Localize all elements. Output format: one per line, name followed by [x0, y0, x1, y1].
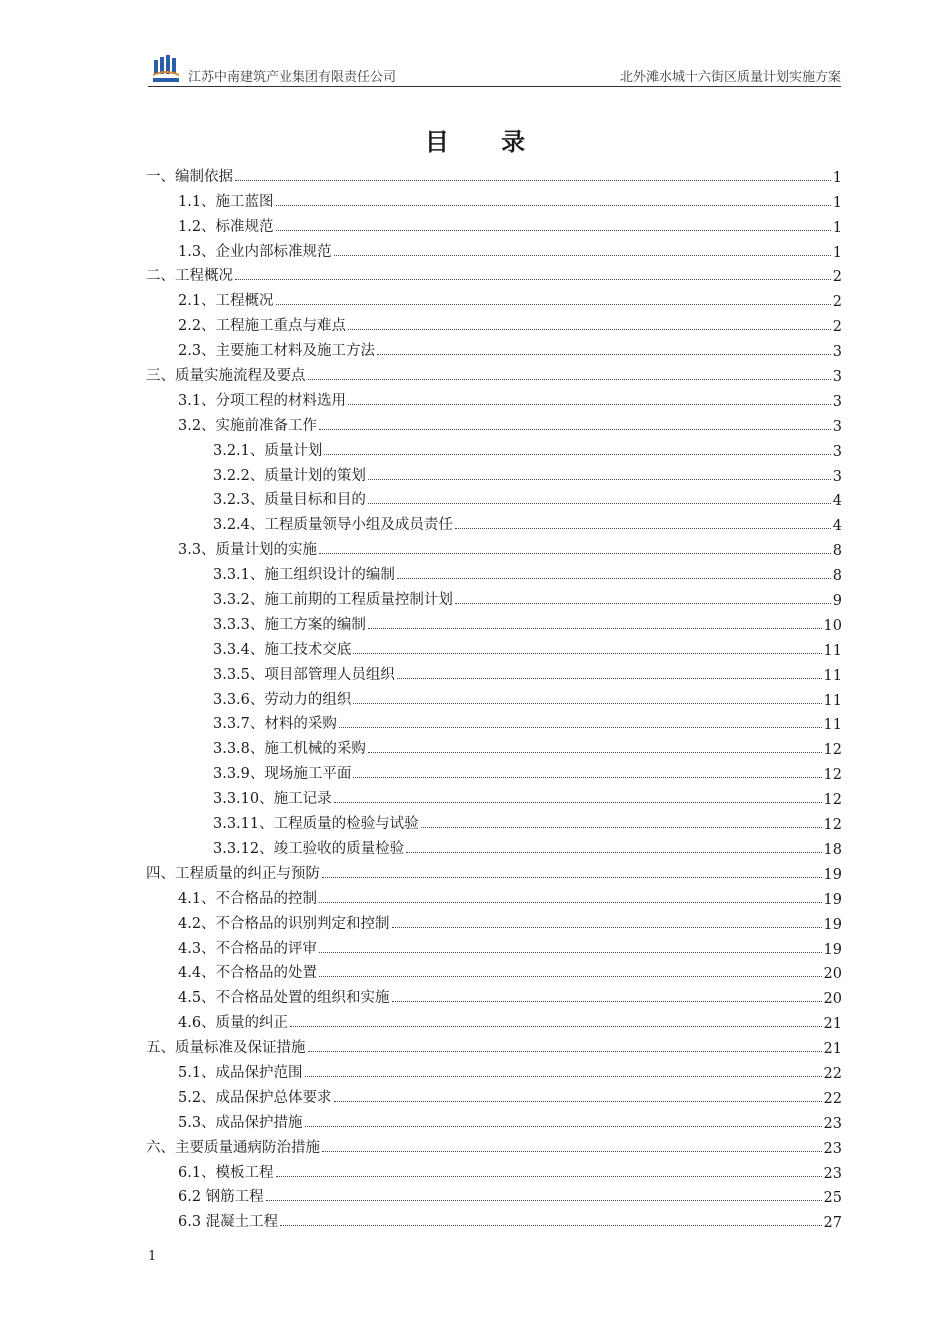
toc-entry-page: 1 [832, 244, 842, 261]
toc-dot-leader [235, 278, 831, 280]
toc-entry-label: 3.3、质量计划的实施 [178, 542, 318, 559]
toc-entry[interactable] [146, 385, 842, 410]
toc-entry[interactable] [146, 1007, 842, 1032]
toc-entry-page: 3 [832, 344, 842, 361]
toc-entry[interactable] [146, 261, 842, 286]
toc-entry[interactable] [146, 684, 842, 709]
toc-entry-page: 3 [832, 468, 842, 485]
toc-entry[interactable] [146, 808, 842, 833]
toc-entry[interactable] [146, 883, 842, 908]
toc-entry[interactable] [146, 1157, 842, 1182]
toc-dot-leader [348, 403, 831, 405]
toc-entry[interactable] [146, 584, 842, 609]
toc-entry-page: 3 [832, 393, 842, 410]
toc-dot-leader [455, 602, 831, 604]
toc-entry[interactable] [146, 335, 842, 360]
toc-entry-label: 3.2.3、质量目标和目的 [213, 492, 366, 509]
page-header [148, 52, 841, 87]
toc-dot-leader [334, 801, 822, 803]
toc-entry-label: 3.2.1、质量计划 [213, 442, 323, 459]
toc-entry-label: 3.3.11、工程质量的检验与试验 [213, 816, 419, 833]
toc-entry-label: 6.1、模板工程 [178, 1164, 274, 1181]
toc-entry-page: 1 [832, 194, 842, 211]
toc-entry-label: 3.2.4、工程质量领导小组及成员责任 [213, 517, 453, 534]
toc-dot-leader [334, 254, 831, 256]
company-logo-icon [152, 54, 180, 84]
toc-dot-leader [276, 229, 831, 231]
toc-entry[interactable] [146, 1132, 842, 1157]
toc-dot-leader [392, 926, 822, 928]
toc-entry-label: 6.3 混凝土工程 [178, 1214, 279, 1231]
toc-entry-label: 4.1、不合格品的控制 [178, 890, 318, 907]
toc-dot-leader [397, 577, 831, 579]
toc-entry-page: 2 [832, 319, 842, 336]
toc-entry[interactable] [146, 360, 842, 385]
toc-entry-label: 3.3.1、施工组织设计的编制 [213, 567, 395, 584]
toc-entry-label: 2.3、主要施工材料及施工方法 [178, 343, 376, 360]
toc-entry[interactable] [146, 709, 842, 734]
toc-entry-label: 3.3.6、劳动力的组织 [213, 691, 352, 708]
toc-entry-page: 25 [823, 1190, 842, 1207]
toc-entry-page: 11 [823, 642, 842, 659]
toc-entry[interactable] [146, 435, 842, 460]
company-name: 江苏中南建筑产业集团有限责任公司 [188, 70, 397, 85]
toc-entry-label: 3.3.9、现场施工平面 [213, 766, 352, 783]
toc-dot-leader [319, 975, 821, 977]
toc-entry-page: 21 [823, 1016, 842, 1033]
toc-entry-label: 六、主要质量通病防治措施 [146, 1139, 320, 1156]
toc-entry-page: 19 [823, 866, 842, 883]
toc-entry-page: 23 [823, 1115, 842, 1132]
toc-entry-label: 6.2 钢筋工程 [178, 1189, 264, 1206]
toc-entry-label: 2.2、工程施工重点与难点 [178, 318, 347, 335]
toc-dot-leader [339, 726, 822, 728]
toc-entry-page: 8 [832, 543, 842, 560]
toc-entry-page: 19 [823, 916, 842, 933]
toc-entry[interactable] [146, 609, 842, 634]
toc-entry-page: 11 [823, 717, 842, 734]
toc-dot-leader [348, 328, 831, 330]
toc-entry[interactable] [146, 933, 842, 958]
toc-entry-label: 1.2、标准规范 [178, 218, 274, 235]
toc-entry-page: 12 [823, 792, 842, 809]
toc-dot-leader [276, 204, 831, 206]
toc-entry-page: 22 [823, 1090, 842, 1107]
toc-entry-page: 1 [832, 169, 842, 186]
footer-page-number: 1 [148, 1249, 157, 1264]
toc-entry-label: 3.3.10、施工记录 [213, 791, 332, 808]
toc-dot-leader [368, 627, 822, 629]
toc-dot-leader [368, 751, 822, 753]
toc-entry-label: 5.1、成品保护范围 [178, 1064, 303, 1081]
toc-dot-leader [266, 1199, 822, 1201]
toc-entry[interactable] [146, 1057, 842, 1082]
toc-entry-label: 3.3.4、施工技术交底 [213, 641, 352, 658]
toc-dot-leader [305, 1075, 822, 1077]
toc-entry-page: 11 [823, 692, 842, 709]
toc-entry[interactable] [146, 758, 842, 783]
toc-entry[interactable] [146, 509, 842, 534]
toc-entry-label: 4.5、不合格品处置的组织和实施 [178, 990, 390, 1007]
toc-entry-label: 三、质量实施流程及要点 [146, 368, 306, 385]
toc-entry[interactable] [146, 534, 842, 559]
toc-entry-page: 21 [823, 1041, 842, 1058]
toc-entry-page: 20 [823, 991, 842, 1008]
toc-dot-leader [377, 353, 831, 355]
toc-entry-page: 23 [823, 1140, 842, 1157]
toc-dot-leader [319, 428, 831, 430]
page-title: 目 录 [424, 127, 548, 156]
toc-entry-label: 2.1、工程概况 [178, 293, 274, 310]
toc-dot-leader [319, 901, 821, 903]
toc-entry-label: 一、编制依据 [146, 168, 233, 185]
toc-dot-leader [319, 552, 831, 554]
toc-dot-leader [455, 527, 831, 529]
toc-entry[interactable] [146, 783, 842, 808]
toc-dot-leader [368, 478, 831, 480]
toc-entry-label: 5.2、成品保护总体要求 [178, 1089, 332, 1106]
toc-entry[interactable] [146, 1032, 842, 1057]
toc-entry-label: 4.3、不合格品的评审 [178, 940, 318, 957]
toc-entry-page: 18 [823, 841, 842, 858]
toc-entry[interactable] [146, 285, 842, 310]
toc-dot-leader [334, 1100, 822, 1102]
toc-entry-label: 3.3.5、项目部管理人员组织 [213, 666, 395, 683]
toc-dot-leader [308, 1050, 822, 1052]
toc-entry-label: 四、工程质量的纠正与预防 [146, 865, 320, 882]
toc-entry-page: 20 [823, 966, 842, 983]
toc-entry-label: 3.2.2、质量计划的策划 [213, 467, 366, 484]
toc-entry-page: 3 [832, 443, 842, 460]
toc-entry[interactable] [146, 211, 842, 236]
toc-entry-page: 4 [832, 493, 842, 510]
toc-dot-leader [406, 851, 821, 853]
toc-entry-label: 4.2、不合格品的识别判定和控制 [178, 915, 390, 932]
toc-entry-label: 3.1、分项工程的材料选用 [178, 392, 347, 409]
toc-entry-label: 4.6、质量的纠正 [178, 1015, 289, 1032]
toc-entry[interactable] [146, 1182, 842, 1207]
toc-dot-leader [319, 951, 821, 953]
toc-entry[interactable] [146, 186, 842, 211]
toc-entry-page: 9 [832, 593, 842, 610]
toc-dot-leader [290, 1025, 821, 1027]
toc-entry[interactable] [146, 858, 842, 883]
toc-entry-page: 2 [832, 294, 842, 311]
toc-entry-page: 27 [823, 1215, 842, 1232]
toc-dot-leader [235, 179, 831, 181]
toc-entry-label: 3.2、实施前准备工作 [178, 417, 318, 434]
toc-entry[interactable] [146, 958, 842, 983]
toc-entry-label: 3.3.12、竣工验收的质量检验 [213, 840, 405, 857]
toc-dot-leader [397, 677, 822, 679]
toc-entry[interactable] [146, 908, 842, 933]
toc-entry[interactable] [146, 659, 842, 684]
toc-entry[interactable] [146, 310, 842, 335]
toc-entry-page: 22 [823, 1065, 842, 1082]
toc-entry-page: 12 [823, 817, 842, 834]
toc-entry-label: 3.3.7、材料的采购 [213, 716, 337, 733]
toc-dot-leader [276, 303, 831, 305]
toc-entry-label: 五、质量标准及保证措施 [146, 1040, 306, 1057]
toc-entry[interactable] [146, 460, 842, 485]
toc-entry-label: 3.3.2、施工前期的工程质量控制计划 [213, 592, 453, 609]
toc-entry-page: 19 [823, 891, 842, 908]
toc-dot-leader [353, 776, 821, 778]
toc-dot-leader [421, 826, 822, 828]
toc-dot-leader [324, 453, 830, 455]
toc-entry-page: 1 [832, 219, 842, 236]
toc-entry-page: 19 [823, 941, 842, 958]
toc-entry-label: 4.4、不合格品的处置 [178, 965, 318, 982]
toc-entry-page: 2 [832, 269, 842, 286]
toc-entry-page: 8 [832, 568, 842, 585]
toc-entry[interactable] [146, 634, 842, 659]
toc-entry-label: 1.3、企业内部标准规范 [178, 243, 332, 260]
toc-entry[interactable] [146, 1107, 842, 1132]
toc-entry-page: 23 [823, 1165, 842, 1182]
toc-entry-label: 二、工程概况 [146, 268, 233, 285]
toc-entry[interactable] [146, 1206, 842, 1231]
table-of-contents [146, 161, 842, 1231]
toc-dot-leader [280, 1224, 821, 1226]
toc-entry[interactable] [146, 236, 842, 261]
toc-entry-page: 12 [823, 742, 842, 759]
toc-entry-label: 1.1、施工蓝图 [178, 193, 274, 210]
toc-dot-leader [308, 378, 831, 380]
toc-entry[interactable] [146, 161, 842, 186]
toc-entry[interactable] [146, 982, 842, 1007]
toc-entry[interactable] [146, 410, 842, 435]
toc-dot-leader [353, 702, 821, 704]
toc-dot-leader [368, 502, 831, 504]
toc-entry-page: 4 [832, 518, 842, 535]
toc-entry-page: 11 [823, 667, 842, 684]
toc-entry-page: 10 [823, 617, 842, 634]
toc-entry[interactable] [146, 733, 842, 758]
toc-entry-label: 3.3.3、施工方案的编制 [213, 616, 366, 633]
project-name: 北外滩水城十六街区质量计划实施方案 [619, 70, 841, 85]
toc-entry[interactable] [146, 833, 842, 858]
toc-dot-leader [322, 1150, 822, 1152]
toc-entry[interactable] [146, 485, 842, 510]
toc-dot-leader [353, 652, 821, 654]
toc-dot-leader [392, 1000, 822, 1002]
toc-entry-page: 3 [832, 369, 842, 386]
toc-dot-leader [305, 1125, 822, 1127]
toc-entry-page: 3 [832, 418, 842, 435]
toc-dot-leader [276, 1175, 822, 1177]
toc-entry-label: 5.3、成品保护措施 [178, 1114, 303, 1131]
toc-entry-page: 12 [823, 767, 842, 784]
toc-entry[interactable] [146, 1082, 842, 1107]
toc-dot-leader [322, 876, 822, 878]
toc-entry[interactable] [146, 559, 842, 584]
toc-entry-label: 3.3.8、施工机械的采购 [213, 741, 366, 758]
